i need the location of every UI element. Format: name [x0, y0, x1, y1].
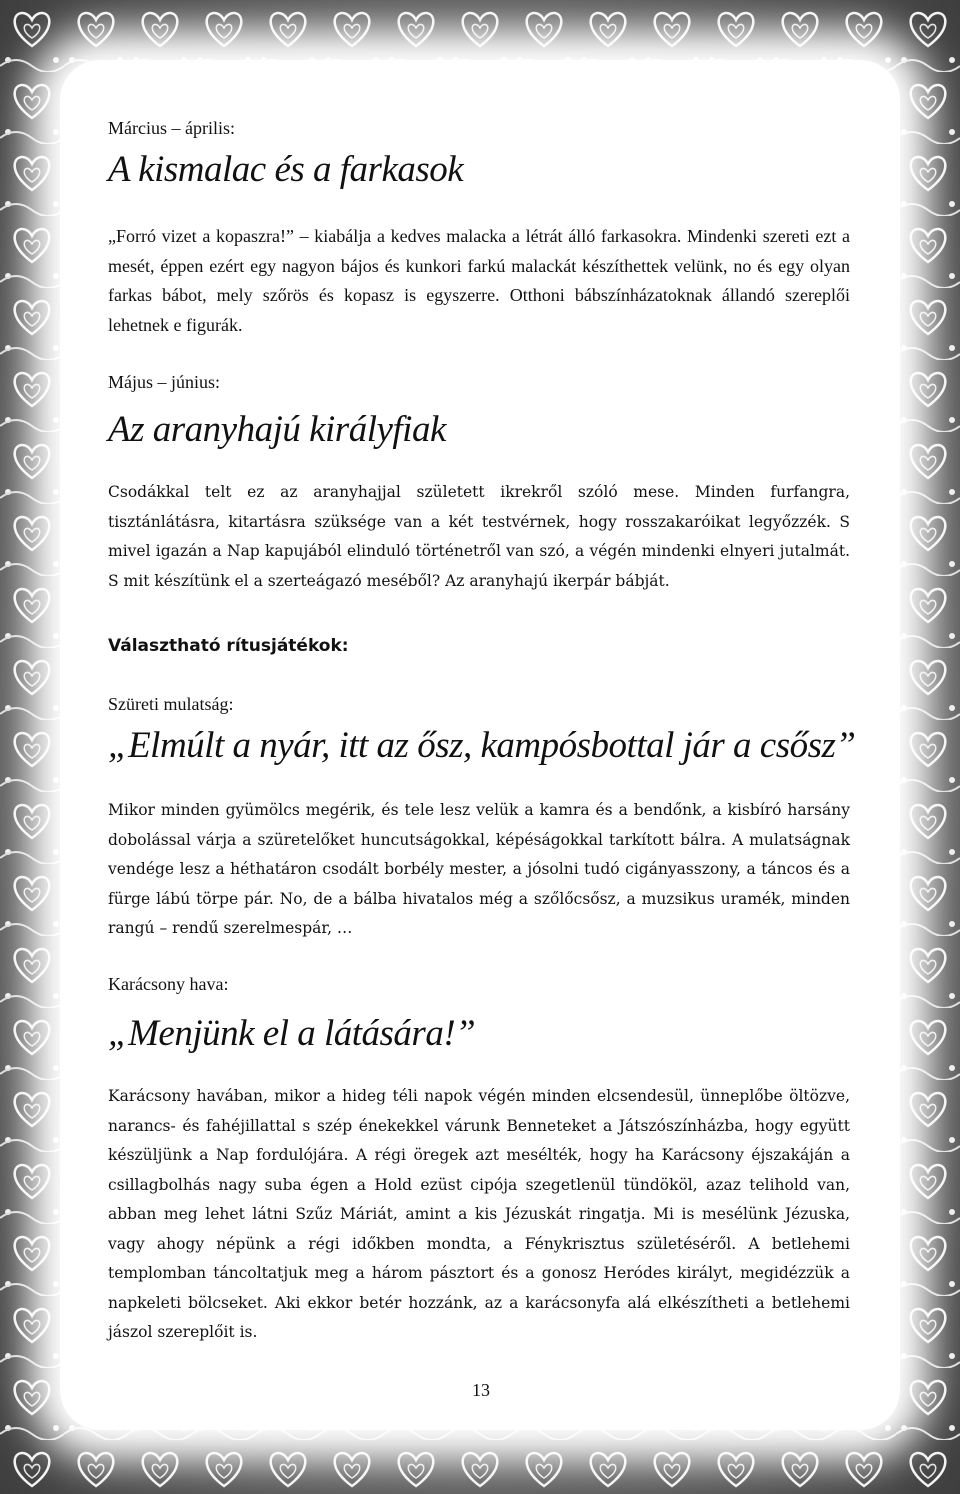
ritual-title: „Menjünk el a látására!” [108, 1013, 476, 1054]
page-number: 13 [472, 1380, 490, 1400]
section-period: Május – június: [108, 372, 221, 392]
ritual-body: Mikor minden gyümölcs megérik, és tele lesz velük a kamra és a bendőnk, a kisbíró harsány dobolással várja a szüretelőket huncutságokkal, képéságokkal tarkított bálra. A mulatságnak vendége lesz a héthatáron csodált borbély mester, a jósolni tudó cigányasszony, a táncos és a fürge lábú törpe pár. No, de a bálba hivatalos még a szőlőcsősz, a muzsikus uramék, minden rangú – rendű szerelmespár, … [108, 801, 850, 937]
ritual-period: Szüreti mulatság: [108, 694, 234, 714]
ritual-period: Karácsony hava: [108, 974, 229, 994]
section-body: Csodákkal telt ez az aranyhajjal született ikrekről szóló mese. Minden furfangra, tisztánlátásra, kitartásra szüksége van a két testvérnek, hogy rosszakaróikat legyőzzék. S mivel igazán a Nap kapujából elinduló történetről van szó, a végén mindenki elnyeri jutalmát. S mit készítünk el a szerteágazó meséből? Az aranyhajú ikerpár bábját. [108, 483, 850, 590]
ritual-title: „Elmúlt a nyár, itt az ősz, kampósbottal jár a csősz” [108, 725, 856, 766]
section-body: „Forró vizet a kopaszra!” – kiabálja a kedves malacka a létrát álló farkasokra. Mindenki szereti ezt a mesét, éppen ezért egy nagyon bájos és kunkori farkú malackát készíthettek velünk, no és egy olyan farkas bábot, mely szőrös és kopasz is egyszerre. Otthoni bábszínházatoknak állandó szereplői lehetnek e figurák. [108, 226, 850, 335]
section-title: A kismalac és a farkasok [108, 149, 464, 190]
section-period: Március – április: [108, 118, 235, 138]
ritual-body: Karácsony havában, mikor a hideg téli napok végén minden elcsendesül, ünneplőbe öltözve, narancs- és fahéjillattal s szép énekekkel várunk Benneteket a Játszószínházba, hogy együtt készüljünk a Nap fordulójára. A régi öregek azt mesélték, hogy ha Karácsony éjszakáján a csillagbolhás nagy suba égen a Hold ezüst cipója szegetlenül tündököl, azaz telihold van, abban meg lehet látni Szűz Máriát, amint a kis Jézuskát ringatja. Mi is mesélünk Jézuska, vagy ahogy népünk a régi időkben mondta, a Fénykrisztus születéséről. A betlehemi templomban táncoltatjuk meg a három pásztort és a gonosz Heródes királyt, megidézzük a napkeleti bölcseket. Aki ekkor betér hozzánk, az a karácsonyfa alá elkészítheti a betlehemi jászol szereplőit is. [108, 1087, 850, 1341]
ritual-heading: Választható rítusjátékok: [108, 636, 349, 656]
section-title: Az aranyhajú királyfiak [108, 409, 446, 450]
